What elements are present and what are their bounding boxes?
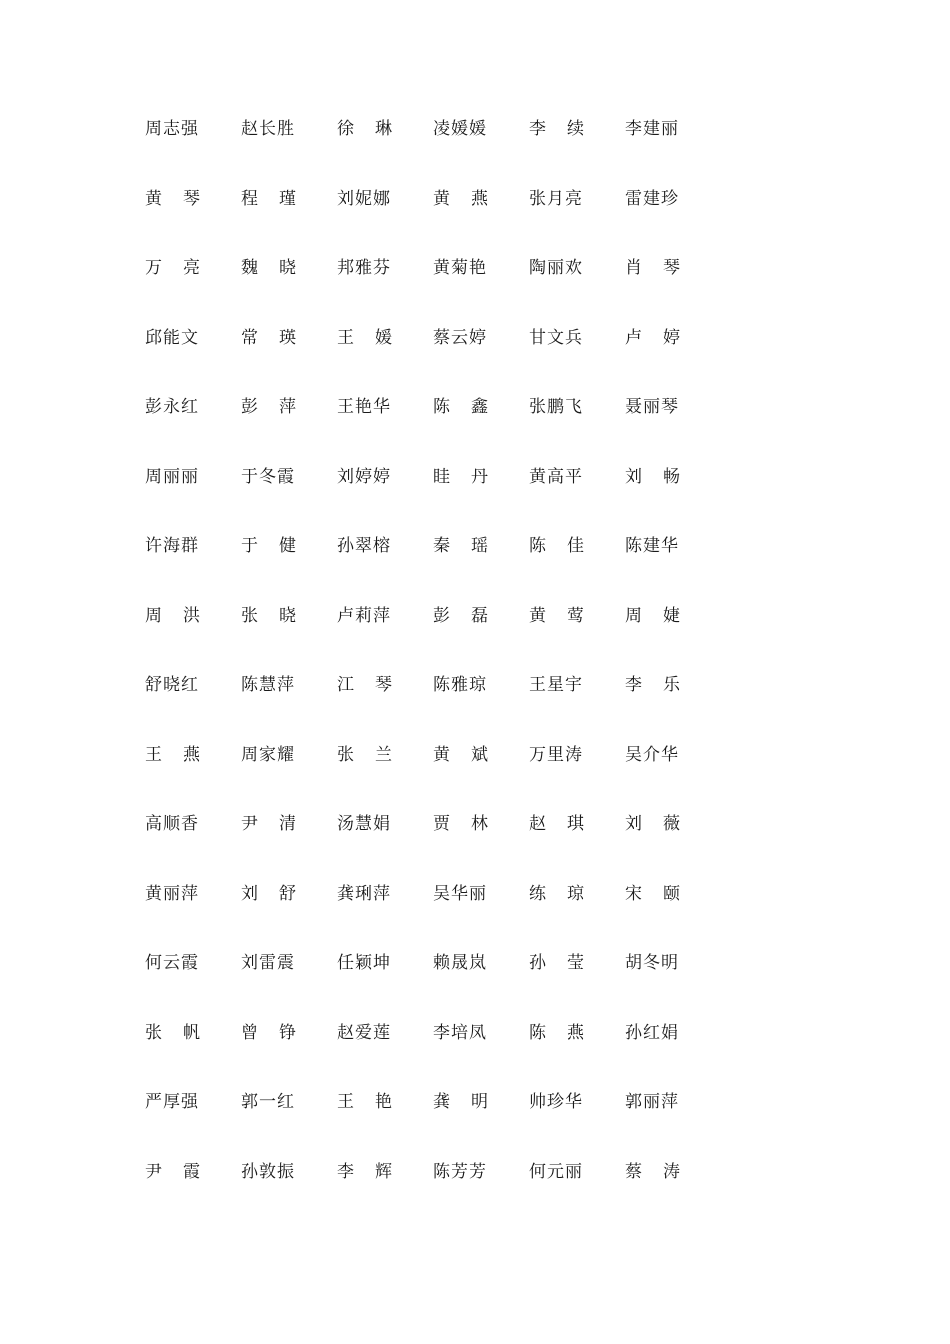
name-cell: 张 帆 [145, 1022, 201, 1043]
name-cell: 胡冬明 [625, 953, 679, 973]
name-cell: 卢 婷 [625, 327, 681, 348]
name-cell: 郭一红 [241, 1092, 295, 1112]
name-cell: 李培凤 [433, 1022, 487, 1043]
name-cell: 严厚强 [145, 1092, 199, 1112]
name-row [145, 952, 705, 1022]
name-cell: 龚琍萍 [337, 883, 391, 904]
name-grid [145, 118, 705, 1230]
name-cell: 陈 佳 [529, 536, 585, 556]
name-cell: 赵长胜 [241, 119, 295, 139]
name-cell: 江 琴 [337, 675, 393, 695]
name-cell: 吴介华 [625, 744, 679, 765]
name-cell: 黄 琴 [145, 188, 201, 209]
name-cell: 李 续 [529, 119, 585, 139]
name-row [145, 605, 705, 675]
name-cell: 汤慧娟 [337, 814, 391, 834]
name-row [145, 883, 705, 953]
name-cell: 王 燕 [145, 744, 201, 765]
name-cell: 李建丽 [625, 119, 679, 139]
name-cell: 陈雅琼 [433, 675, 487, 695]
name-cell: 何云霞 [145, 953, 199, 973]
name-row [145, 466, 705, 536]
name-cell: 王 艳 [337, 1092, 393, 1112]
name-cell: 赵爱莲 [337, 1022, 391, 1043]
name-cell: 陈 鑫 [433, 397, 489, 417]
name-cell: 眭 丹 [433, 466, 489, 487]
name-cell: 蔡云婷 [433, 327, 487, 348]
name-cell: 邦雅芬 [337, 258, 391, 278]
name-cell: 刘妮娜 [337, 188, 391, 209]
name-cell: 孙翠榕 [337, 536, 391, 556]
name-row [145, 535, 705, 605]
name-row [145, 327, 705, 397]
name-cell: 黄菊艳 [433, 258, 487, 278]
name-cell: 聂丽琴 [625, 397, 679, 417]
name-cell: 凌媛媛 [433, 119, 487, 139]
name-row [145, 674, 705, 744]
name-cell: 程 瑾 [241, 188, 297, 209]
name-cell: 贾 林 [433, 814, 489, 834]
name-cell: 龚 明 [433, 1092, 489, 1112]
name-cell: 陈芳芳 [433, 1161, 487, 1182]
name-cell: 孙敦振 [241, 1161, 295, 1182]
name-row [145, 396, 705, 466]
name-cell: 王艳华 [337, 397, 391, 417]
name-row [145, 1091, 705, 1161]
name-cell: 宋 颐 [625, 883, 681, 904]
name-cell: 刘雷震 [241, 953, 295, 973]
name-cell: 赖晟岚 [433, 953, 487, 973]
name-cell: 刘婷婷 [337, 466, 391, 487]
name-cell: 卢莉萍 [337, 605, 391, 626]
name-cell: 赵 琪 [529, 814, 585, 834]
name-cell: 邱能文 [145, 327, 199, 348]
name-cell: 于 健 [241, 536, 297, 556]
name-row [145, 813, 705, 883]
name-cell: 陈建华 [625, 536, 679, 556]
name-cell: 彭永红 [145, 397, 199, 417]
name-cell: 高顺香 [145, 814, 199, 834]
name-cell: 万 亮 [145, 258, 201, 278]
name-cell: 于冬霞 [241, 466, 295, 487]
name-cell: 吴华丽 [433, 883, 487, 904]
name-cell: 陈 燕 [529, 1022, 585, 1043]
name-cell: 周 洪 [145, 605, 201, 626]
name-row [145, 1022, 705, 1092]
name-cell: 万里涛 [529, 744, 583, 765]
name-cell: 张月亮 [529, 188, 583, 209]
name-cell: 帅珍华 [529, 1092, 583, 1112]
name-cell: 彭 萍 [241, 397, 297, 417]
name-cell: 周志强 [145, 119, 199, 139]
name-row [145, 188, 705, 258]
name-cell: 徐 琳 [337, 119, 393, 139]
name-cell: 蔡 涛 [625, 1161, 681, 1182]
name-cell: 任颖坤 [337, 953, 391, 973]
name-cell: 黄丽萍 [145, 883, 199, 904]
name-cell: 周 婕 [625, 605, 681, 626]
name-row [145, 257, 705, 327]
name-cell: 王星宇 [529, 675, 583, 695]
name-cell: 刘 舒 [241, 883, 297, 904]
name-cell: 尹 清 [241, 814, 297, 834]
name-cell: 曾 铮 [241, 1022, 297, 1043]
name-cell: 常 瑛 [241, 327, 297, 348]
name-cell: 张鹏飞 [529, 397, 583, 417]
name-cell: 黄高平 [529, 466, 583, 487]
name-cell: 尹 霞 [145, 1161, 201, 1182]
name-cell: 陈慧萍 [241, 675, 295, 695]
name-cell: 周家耀 [241, 744, 295, 765]
name-cell: 郭丽萍 [625, 1092, 679, 1112]
name-cell: 王 媛 [337, 327, 393, 348]
name-cell: 李 辉 [337, 1161, 393, 1182]
name-cell: 黄 斌 [433, 744, 489, 765]
name-cell: 雷建珍 [625, 188, 679, 209]
name-cell: 孙 莹 [529, 953, 585, 973]
name-cell: 刘 畅 [625, 466, 681, 487]
name-cell: 张 兰 [337, 744, 393, 765]
name-cell: 刘 薇 [625, 814, 681, 834]
name-cell: 秦 瑶 [433, 536, 489, 556]
name-cell: 魏 晓 [241, 258, 297, 278]
name-cell: 黄 莺 [529, 605, 585, 626]
name-cell: 肖 琴 [625, 258, 681, 278]
name-cell: 李 乐 [625, 675, 681, 695]
name-row [145, 118, 705, 188]
name-row [145, 744, 705, 814]
name-cell: 练 琼 [529, 883, 585, 904]
name-cell: 何元丽 [529, 1161, 583, 1182]
name-cell: 甘文兵 [529, 327, 583, 348]
name-cell: 黄 燕 [433, 188, 489, 209]
name-row [145, 1161, 705, 1231]
name-cell: 彭 磊 [433, 605, 489, 626]
name-cell: 周丽丽 [145, 466, 199, 487]
name-cell: 孙红娟 [625, 1022, 679, 1043]
name-cell: 舒晓红 [145, 675, 199, 695]
name-cell: 张 晓 [241, 605, 297, 626]
name-cell: 许海群 [145, 536, 199, 556]
name-cell: 陶丽欢 [529, 258, 583, 278]
